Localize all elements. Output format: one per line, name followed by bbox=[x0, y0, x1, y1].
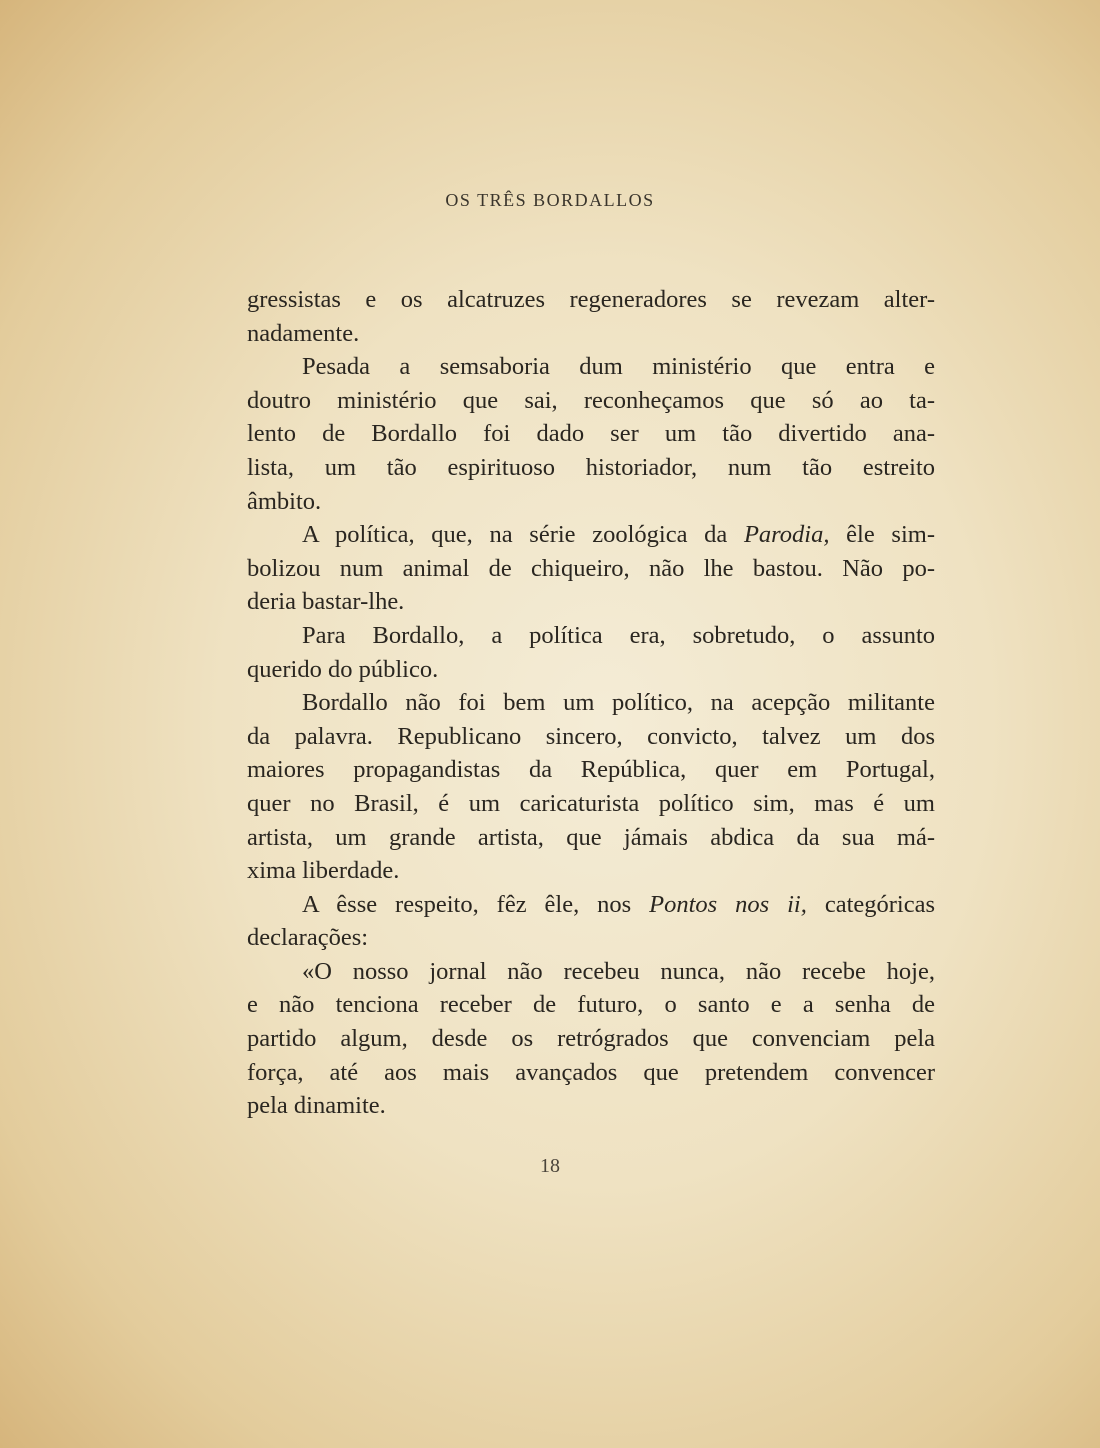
text-segment: A êsse respeito, fêz êle, nos bbox=[302, 890, 650, 918]
text-segment: âmbito. bbox=[247, 487, 322, 515]
text-segment: da palavra. Republicano sincero, convicto, talvez um dos bbox=[247, 722, 935, 750]
text-segment: nadamente. bbox=[247, 319, 360, 347]
text-line bbox=[247, 384, 935, 418]
text-segment: lista, um tão espirituoso historiador, num tão estreito bbox=[247, 453, 935, 481]
text-segment: deria bastar-lhe. bbox=[247, 588, 405, 616]
text-line bbox=[247, 921, 935, 955]
text-segment: declarações: bbox=[247, 924, 369, 952]
text-segment: Pesada a semsaboria dum ministério que entra e bbox=[302, 353, 935, 381]
text-segment: xima liberdade. bbox=[247, 857, 400, 885]
text-line bbox=[247, 350, 935, 384]
text-segment: e não tenciona receber de futuro, o santo e a senha de bbox=[247, 991, 935, 1019]
text-line bbox=[247, 821, 935, 855]
text-line bbox=[247, 1022, 935, 1056]
text-line bbox=[247, 888, 935, 922]
text-line bbox=[247, 619, 935, 653]
text-segment: pela dinamite. bbox=[247, 1092, 386, 1120]
text-line bbox=[247, 283, 935, 317]
text-line bbox=[247, 686, 935, 720]
text-segment: quer no Brasil, é um caricaturista político sim, mas é um bbox=[247, 789, 935, 817]
text-segment: bolizou num animal de chiqueiro, não lhe bastou. Não po- bbox=[247, 554, 935, 582]
text-segment: maiores propagandistas da República, quer em Portugal, bbox=[247, 756, 935, 784]
text-segment: Bordallo não foi bem um político, na acepção militante bbox=[302, 689, 935, 717]
text-segment: lento de Bordallo foi dado ser um tão divertido ana- bbox=[247, 420, 935, 448]
text-segment: «O nosso jornal não recebeu nunca, não recebe hoje, bbox=[302, 957, 935, 985]
text-line bbox=[247, 317, 935, 351]
text-line bbox=[247, 585, 935, 619]
text-line bbox=[247, 1089, 935, 1123]
text-line bbox=[247, 720, 935, 754]
text-line bbox=[247, 552, 935, 586]
body-text bbox=[247, 283, 935, 1123]
text-segment: êle sim- bbox=[829, 521, 935, 549]
text-segment: artista, um grande artista, que jámais abdica da sua má- bbox=[247, 823, 935, 851]
text-segment: partido algum, desde os retrógrados que convenciam pela bbox=[247, 1025, 935, 1053]
text-segment: Para Bordallo, a política era, sobretudo, o assunto bbox=[302, 621, 935, 649]
italic-title: Parodia, bbox=[743, 521, 830, 549]
page-number: 18 bbox=[540, 1155, 560, 1177]
running-header: OS TRÊS BORDALLOS bbox=[445, 190, 655, 210]
text-line bbox=[247, 518, 935, 552]
italic-title: Pontos nos ii, bbox=[649, 890, 807, 918]
text-line bbox=[247, 854, 935, 888]
text-segment: gressistas e os alcatruzes regeneradores se revezam alter- bbox=[247, 286, 935, 313]
text-line bbox=[247, 787, 935, 821]
text-segment: força, até aos mais avançados que pretendem convencer bbox=[247, 1058, 935, 1086]
text-segment: A política, que, na série zoológica da bbox=[302, 521, 744, 549]
text-line bbox=[247, 753, 935, 787]
text-segment: categóricas bbox=[806, 890, 935, 918]
text-line bbox=[247, 988, 935, 1022]
text-line bbox=[247, 653, 935, 687]
text-segment: doutro ministério que sai, reconheçamos que só ao ta- bbox=[247, 386, 935, 414]
text-line bbox=[247, 485, 935, 519]
text-segment: querido do público. bbox=[247, 655, 439, 683]
text-line bbox=[247, 417, 935, 451]
text-line bbox=[247, 955, 935, 989]
text-line bbox=[247, 1056, 935, 1090]
text-line bbox=[247, 451, 935, 485]
